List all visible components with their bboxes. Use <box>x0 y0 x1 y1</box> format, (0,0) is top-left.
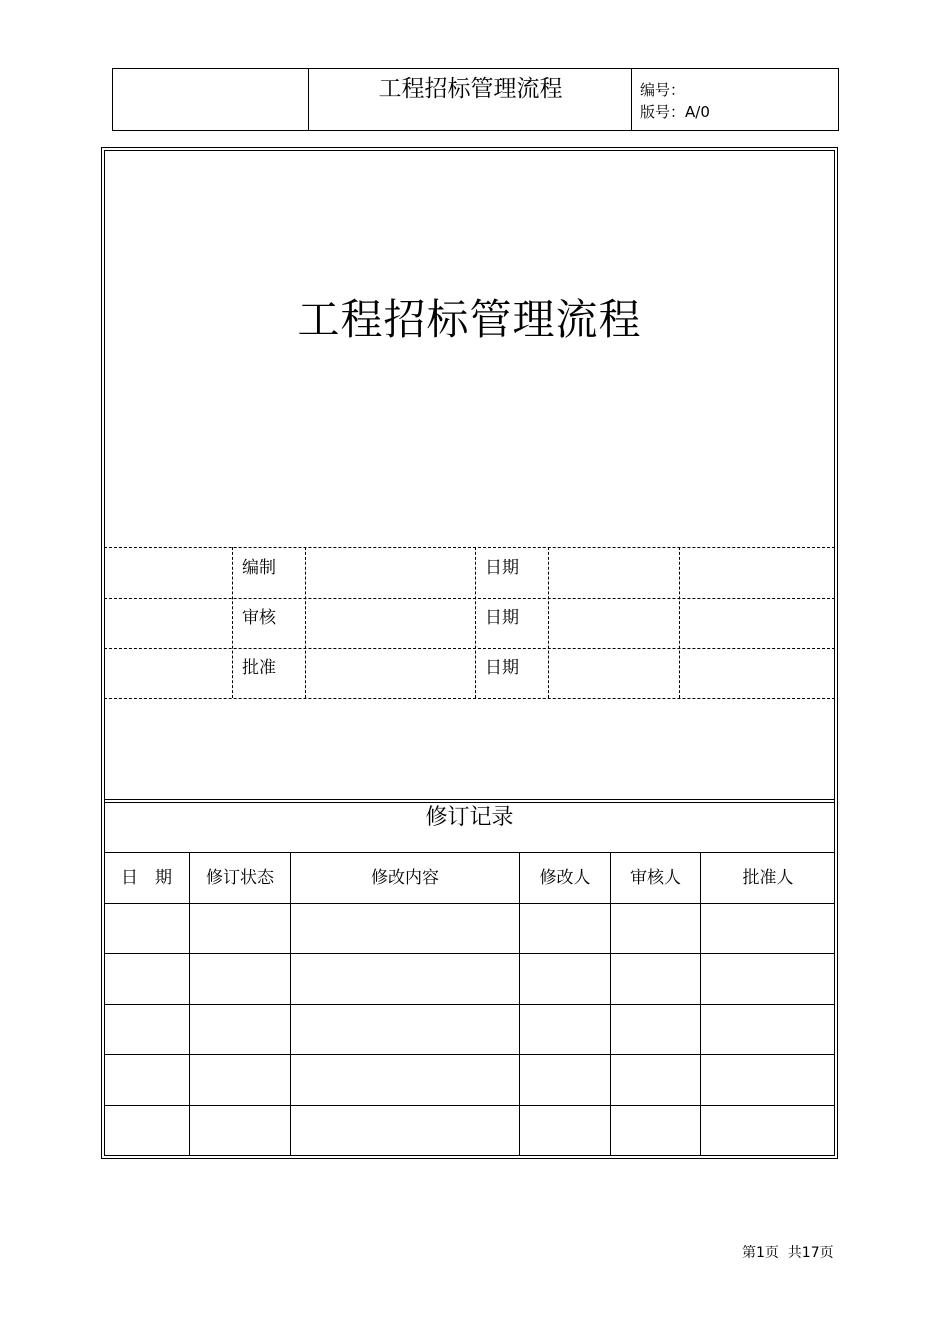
signoff-line <box>104 598 835 599</box>
signoff-divider <box>475 547 476 698</box>
revision-header-status: 修订状态 <box>206 868 274 888</box>
document-version: 版号：A/0 <box>640 103 710 121</box>
signoff-divider <box>232 547 233 698</box>
table-row <box>104 1055 835 1105</box>
signoff-date-label: 日期 <box>485 608 519 628</box>
revision-header-modifier: 修改人 <box>539 868 591 888</box>
header-logo-cell <box>113 69 309 130</box>
signoff-line <box>104 648 835 649</box>
revision-top-line <box>104 799 835 800</box>
signoff-divider <box>679 547 680 698</box>
revision-header-reviewer: 审核人 <box>630 868 681 888</box>
revision-title: 修订记录 <box>425 805 514 830</box>
signoff-date-label: 日期 <box>485 558 519 578</box>
signoff-role-compile: 编制 <box>242 558 276 578</box>
table-row <box>104 954 835 1004</box>
page-number: 第1页 共17页 <box>742 1245 834 1261</box>
signoff-line <box>104 698 835 699</box>
document-header <box>112 68 839 131</box>
table-row <box>104 904 835 954</box>
revision-header-content: 修改内容 <box>371 868 439 888</box>
document-number-label: 编号： <box>640 81 686 99</box>
signoff-divider <box>305 547 306 698</box>
revision-header-date: 日 期 <box>121 868 172 888</box>
table-row <box>104 1005 835 1055</box>
signoff-line <box>104 547 835 548</box>
header-title: 工程招标管理流程 <box>378 76 563 102</box>
signoff-date-label: 日期 <box>485 658 519 678</box>
signoff-divider <box>548 547 549 698</box>
cover-title: 工程招标管理流程 <box>297 295 642 344</box>
signoff-role-review: 审核 <box>242 608 276 628</box>
revision-header-approver: 批准人 <box>742 868 794 888</box>
header-title-cell <box>309 69 632 130</box>
signoff-role-approve: 批准 <box>242 658 276 678</box>
table-row <box>104 1106 835 1156</box>
